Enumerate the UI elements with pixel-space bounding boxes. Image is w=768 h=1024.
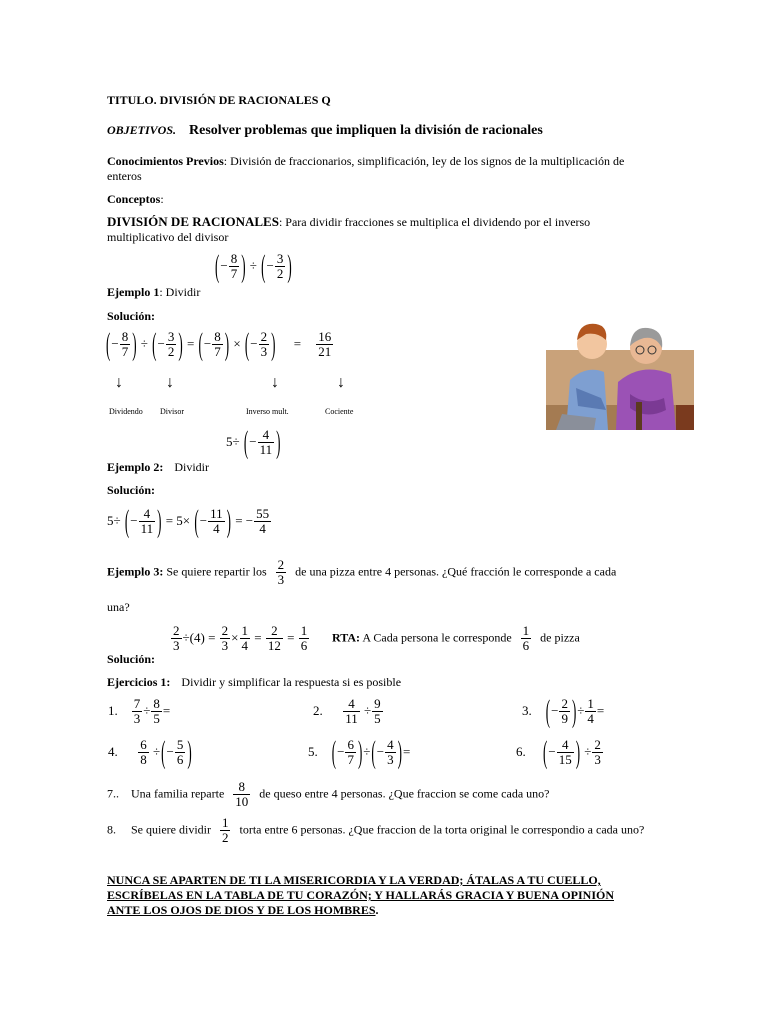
ejemplo1-heading: Ejemplo 1: Dividir — [107, 285, 201, 299]
conceptos: Conceptos: — [107, 192, 164, 206]
exercise-1: 1. $\frac{7}{3}$ ÷ $\frac{8}{5}$ = — [108, 696, 171, 727]
page-title: TITULO. DIVISIÓN DE RACIONALES Q — [107, 93, 331, 107]
ejemplo2-problem-expression: 5÷ (− $\frac{4}{11}$ ) — [226, 423, 281, 460]
conceptos-label: Conceptos — [107, 192, 161, 206]
division-text-2: multiplicativo del divisor — [107, 230, 229, 244]
division-text: : Para dividir fracciones se multiplica el dividendo por el inverso — [278, 215, 591, 229]
exercise-5: 5. (− $\frac{6}{7}$ )÷(− $\frac{4}{3}$ )= — [308, 733, 411, 770]
ejemplo2-solucion-label: Solución: — [107, 483, 156, 497]
arrow-inverso: ↓ — [271, 374, 279, 391]
label-divisor: Divisor — [160, 407, 184, 416]
objetivos-text: Resolver problemas que impliquen la división de racionales — [189, 123, 543, 138]
ejercicios-heading: Ejercicios 1: Dividir y simplificar la respuesta si es posible — [107, 675, 402, 689]
ejemplo3-label: Ejemplo 3: — [107, 564, 164, 579]
ejemplo1-solution-equation: (− $\frac{8}{7}$ ) ÷ (− $\frac{3}{2}$ ) = (− $\frac{8}{7}$ ) × (− $\frac{2}{3}$ ) = $\frac{16}{21}$ — [106, 325, 332, 362]
ejemplo2-label: Ejemplo 2: — [107, 460, 164, 474]
exercise-6: 6. (− $\frac{4}{15}$ ) ÷ $\frac{2}{3}$ — [516, 733, 601, 770]
ejemplo2-heading: Ejemplo 2: Dividir — [107, 460, 209, 474]
ejemplo1-label: Ejemplo 1 — [107, 285, 160, 299]
division-definition — [107, 214, 590, 245]
rta-label: RTA: — [332, 630, 361, 645]
label-cociente: Cociente — [325, 407, 354, 416]
exercise-4: 4. $\frac{6}{8}$ ÷(− $\frac{5}{6}$ ) — [108, 733, 192, 770]
objetivos-label: OBJETIVOS. — [107, 123, 177, 137]
problem-8: 8. Se quiere dividir $\frac{1}{2}$ torta entre 6 personas. ¿Que fraccion de la torta original le correspondio a cada uno? — [107, 815, 645, 846]
ejemplo1-solucion-label: Solución: — [107, 309, 156, 323]
arrow-cociente: ↓ — [337, 374, 345, 391]
conocimientos-text-2: enteros — [107, 169, 142, 183]
proverb-quote: NUNCA SE APARTEN DE TI LA MISERICORDIA Y LA VERDAD; ÁTALAS A TU CUELLO, ESCRÍBELAS EN LA TABLA DE TU CORAZÓN; Y HALLARÁS GRACIA Y BUENA OPINIÓN ANTE LOS OJOS DE DIOS Y DE LOS HOMBRES. — [107, 873, 614, 917]
ejemplo2-solution-equation: 5÷ (− $\frac{4}{11}$ ) = 5× (− $\frac{11}{4}$ ) = − $\frac{55}{4}$ — [107, 502, 270, 539]
arrow-divisor: ↓ — [166, 374, 174, 391]
ejemplo3-problem: Ejemplo 3: Se quiere repartir los $\frac{2}{3}$ de una pizza entre 4 personas. ¿Qué fracción le corresponde a cada — [107, 557, 617, 588]
division-label: DIVISIÓN DE RACIONALES — [107, 214, 279, 229]
exercise-2: 2. $\frac{4}{11}$ ÷ $\frac{9}{5}$ — [313, 696, 381, 727]
ejemplo3-answer: RTA: A Cada persona le corresponde $\frac{1}{6}$ de pizza — [332, 623, 580, 654]
ejemplo1-problem-expression: (− $\frac{8}{7}$ ) ÷ (− $\frac{3}{2}$ ) — [215, 247, 292, 284]
conocimientos-text: : División de fraccionarios, simplificación, ley de los signos de la multiplicación de — [223, 154, 625, 168]
problem-7: 7.. Una familia reparte $\frac{8}{10}$ de queso entre 4 personas. ¿Que fraccion se come cada uno? — [107, 779, 550, 810]
exercise-3: 3. (− $\frac{2}{9}$ )÷ $\frac{1}{4}$ = — [522, 692, 605, 729]
ejercicios-label: Ejercicios 1: — [107, 675, 171, 689]
ejemplo3-problem-line-2: una? — [107, 600, 130, 614]
ejemplo3-solution-equation: $\frac{2}{3}$ ÷(4) = $\frac{2}{3}$ × $\frac{1}{4}$ = $\frac{2}{12}$ = $\frac{1}{6}$ — [173, 623, 308, 654]
ejemplo3-solucion-label: Solución: — [107, 652, 156, 666]
arrow-dividendo: ↓ — [115, 374, 123, 391]
two-men-illustration — [546, 310, 694, 430]
label-inverso-mult: Inverso mult. — [246, 407, 289, 416]
objetivos — [107, 123, 543, 139]
conocimientos-previos — [107, 154, 624, 184]
label-dividendo: Dividendo — [109, 407, 143, 416]
conocimientos-label: Conocimientos Previos — [107, 154, 224, 168]
